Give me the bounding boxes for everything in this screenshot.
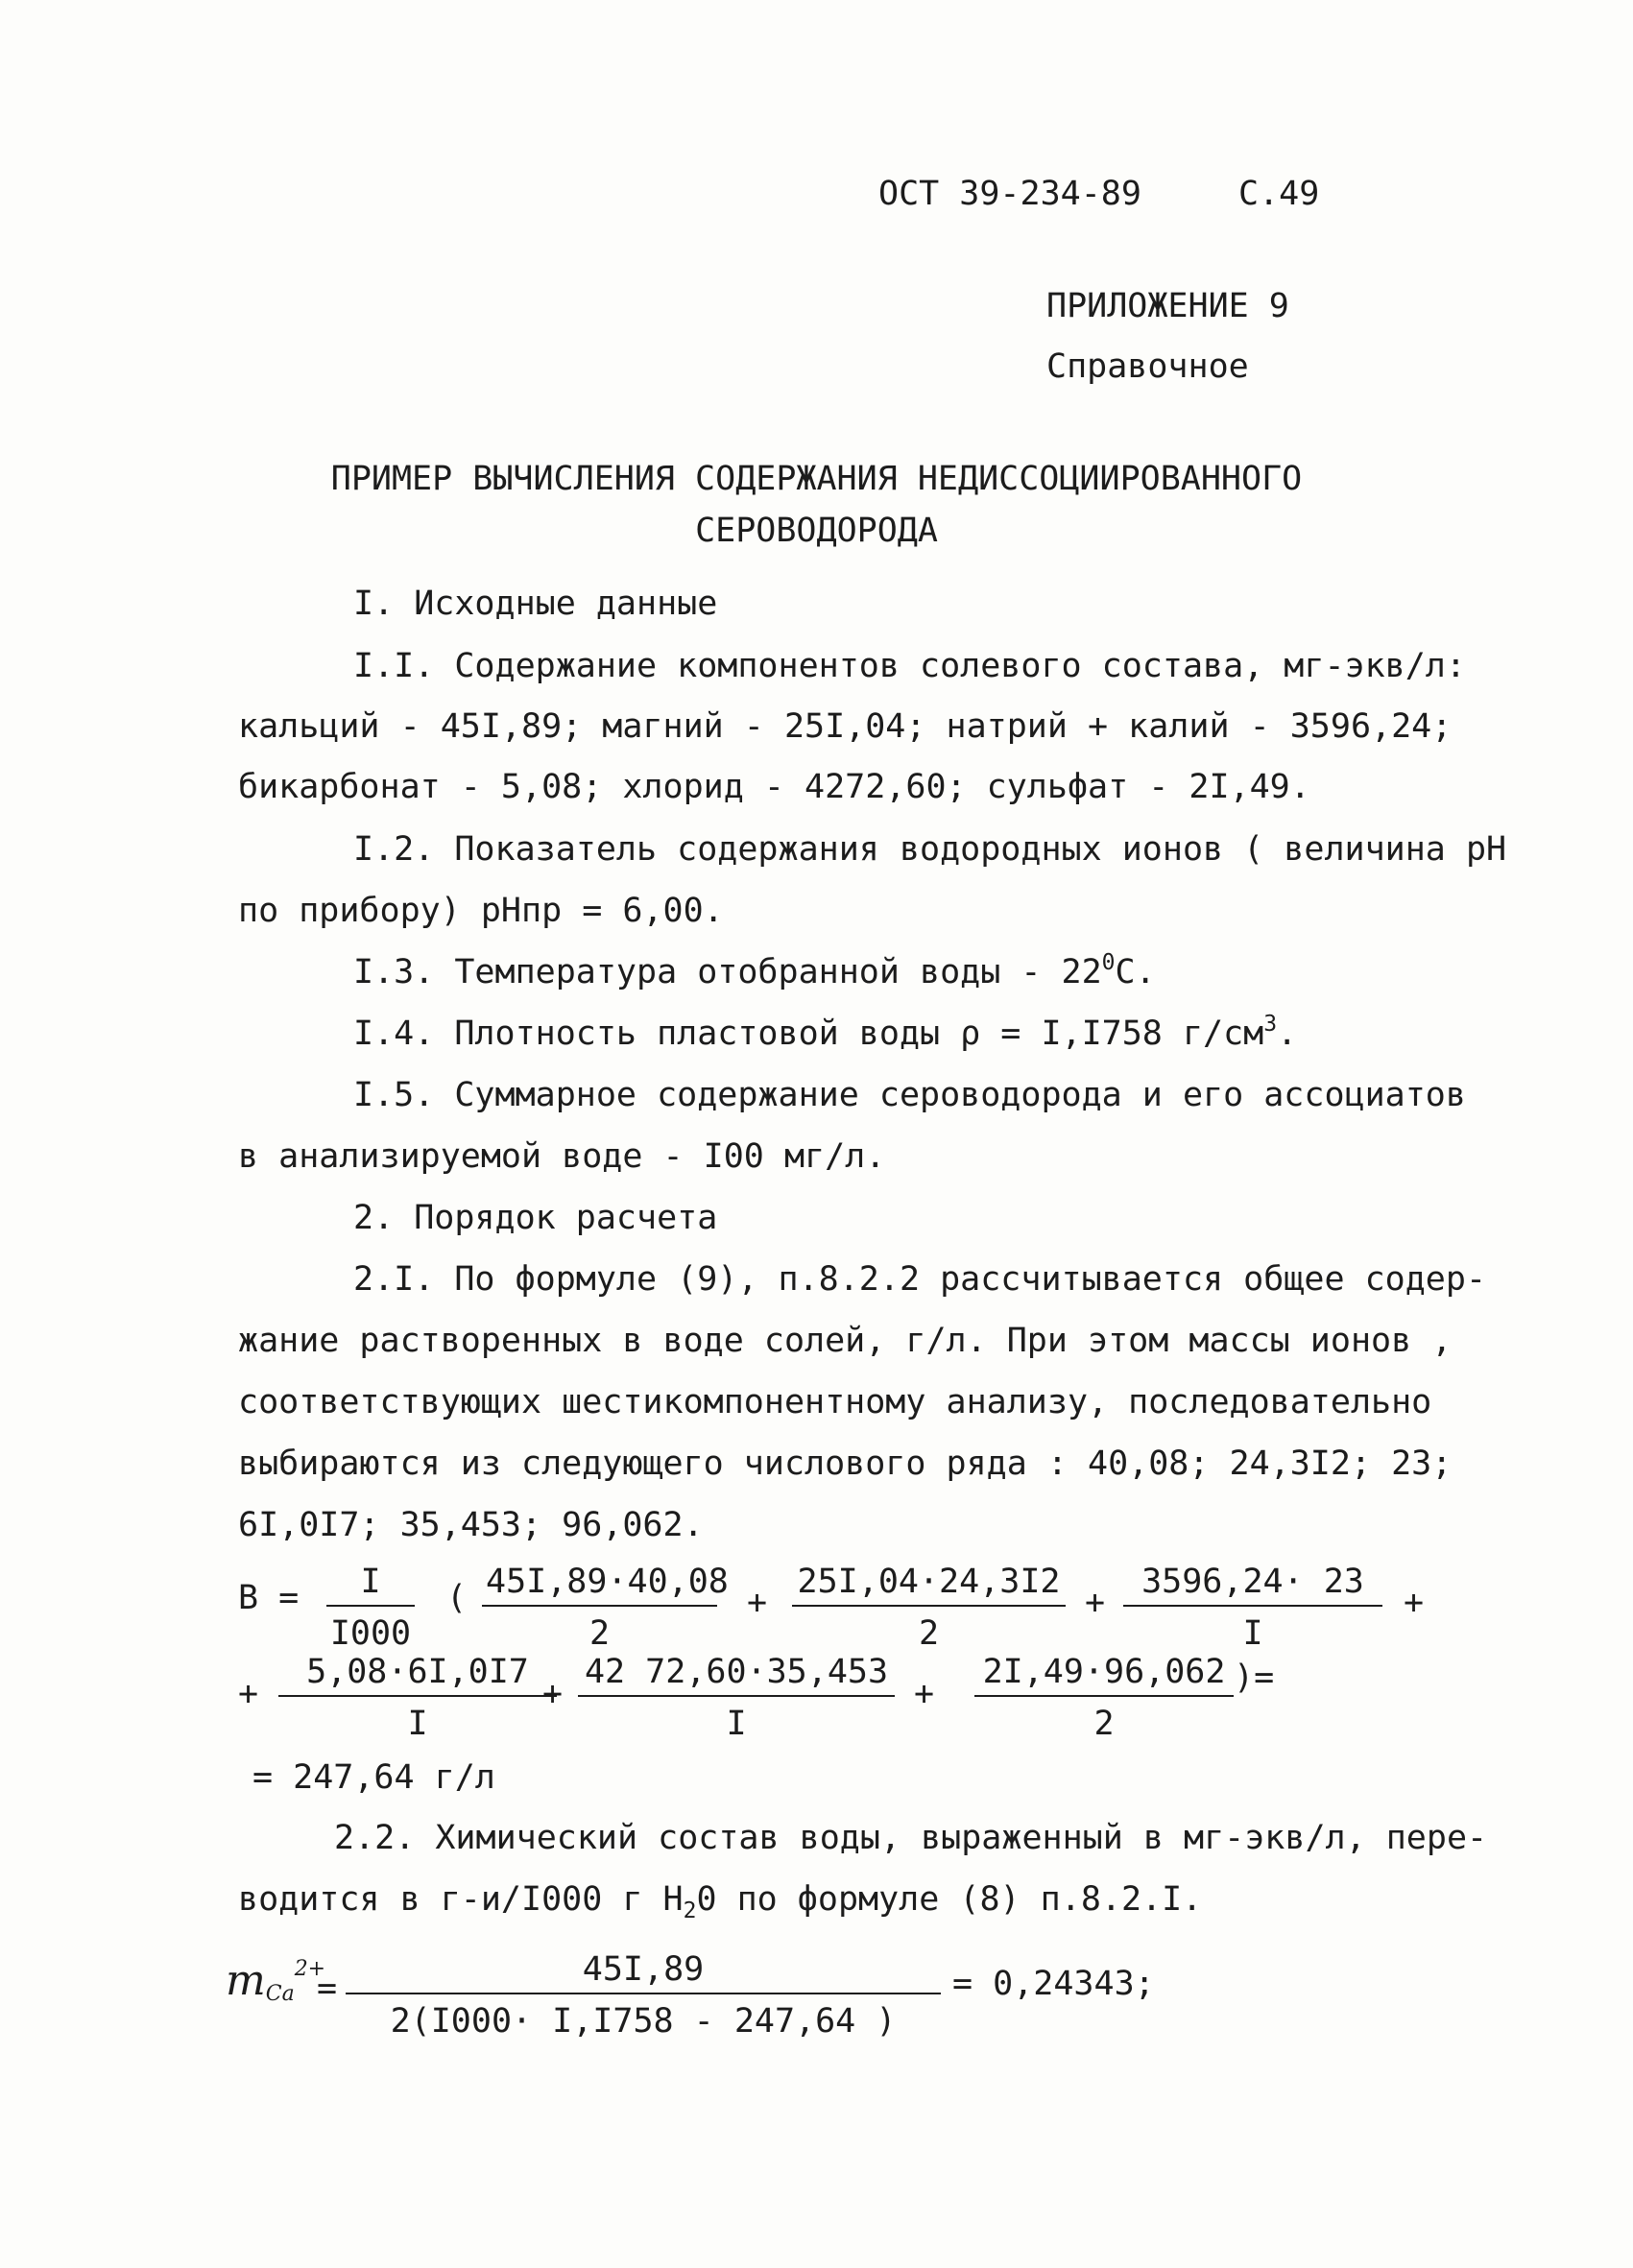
fraction-magnesium: 25I,04·24,3I2 2 xyxy=(792,1563,1066,1653)
para-2-1-line-3: соответствующих шестикомпонентному анализу, последовательно xyxy=(238,1383,1432,1421)
fraction-sulfate: 2I,49·96,062 2 xyxy=(974,1653,1234,1743)
title-line-1: ПРИМЕР ВЫЧИСЛЕНИЯ СОДЕРЖАНИЯ НЕДИССОЦИИРОВАННОГО xyxy=(330,460,1303,498)
title-line-2: СЕРОВОДОРОДА xyxy=(695,512,938,550)
para-2-2-line-1: 2.2. Химический состав воды, выраженный в мг-экв/л, пере- xyxy=(334,1819,1488,1857)
fraction-calcium: 45I,89·40,08 2 xyxy=(482,1563,717,1653)
para-1-1-line-1: I.I. Содержание компонентов солевого состава, мг-экв/л: xyxy=(353,647,1466,685)
para-2-1-line-2: жание растворенных в воде солей, г/л. При этом массы ионов , xyxy=(238,1322,1453,1360)
para-1-5-line-2: в анализируемой воде - I00 мг/л. xyxy=(238,1137,886,1176)
fraction-sodium-potassium: 3596,24· 23 I xyxy=(1123,1563,1382,1653)
formula-result: = 247,64 г/л xyxy=(252,1758,495,1797)
close-paren-equals: )= xyxy=(1234,1659,1275,1697)
appendix-type: Справочное xyxy=(1046,347,1249,386)
fraction-1-over-1000: I I000 xyxy=(326,1563,415,1653)
molality-result: = 0,24343; xyxy=(952,1965,1155,2003)
para-1-2-line-2: по прибору) pHпр = 6,00. xyxy=(238,892,724,930)
fraction-bicarbonate: 5,08·6I,0I7 I xyxy=(278,1653,557,1743)
section-2-heading: 2. Порядок расчета xyxy=(353,1199,718,1237)
equals-sign: = xyxy=(317,1970,338,2008)
document-title xyxy=(0,453,1633,557)
para-1-2-line-1: I.2. Показатель содержания водородных ионов ( величина pH xyxy=(353,830,1507,869)
plus-sign: + xyxy=(1085,1584,1106,1622)
para-2-1-line-5: 6I,0I7; 35,453; 96,062. xyxy=(238,1506,704,1544)
plus-sign: + xyxy=(747,1584,768,1622)
plus-sign: + xyxy=(542,1675,564,1713)
open-paren: ( xyxy=(446,1579,468,1617)
plus-sign: + xyxy=(1404,1584,1425,1622)
para-2-2-line-2: водится в г-и/I000 г $Н_20$ по формуле (8) п.8.2.I. xyxy=(238,1880,1203,1923)
para-1-1-line-3: бикарбонат - 5,08; хлорид - 4272,60; сульфат - 2I,49. xyxy=(238,768,1310,806)
plus-sign: + xyxy=(238,1675,259,1713)
para-1-4: I.4. Плотность пластовой воды ρ = I,I758 $г/см^3$. xyxy=(353,1012,1298,1053)
formula-lhs: В = xyxy=(238,1579,300,1617)
para-2-1-line-4: выбираются из следующего числового ряда : 40,08; 24,3I2; 23; xyxy=(238,1444,1453,1483)
document-code: ОСТ 39-234-89 xyxy=(878,175,1141,213)
para-1-1-line-2: кальций - 45I,89; магний - 25I,04; натрий + калий - 3596,24; xyxy=(238,707,1453,746)
molality-variable: $m_{Ca}^{2+}$ xyxy=(226,1956,326,2006)
plus-sign: + xyxy=(914,1675,935,1713)
page-number: С.49 xyxy=(1238,175,1320,213)
fraction-chloride: 42 72,60·35,453 I xyxy=(578,1653,895,1743)
fraction-molality: 45I,89 2(I000· I,I758 - 247,64 ) xyxy=(346,1950,941,2041)
para-2-1-line-1: 2.I. По формуле (9), п.8.2.2 рассчитывается общее содер- xyxy=(353,1260,1487,1299)
section-1-heading: I. Исходные данные xyxy=(353,585,718,623)
para-1-3: I.3. Температура отобранной воды - $22^0С$. xyxy=(353,950,1156,991)
appendix-number: ПРИЛОЖЕНИЕ 9 xyxy=(1046,287,1289,325)
para-1-5-line-1: I.5. Суммарное содержание сероводорода и его ассоциатов xyxy=(353,1076,1466,1114)
